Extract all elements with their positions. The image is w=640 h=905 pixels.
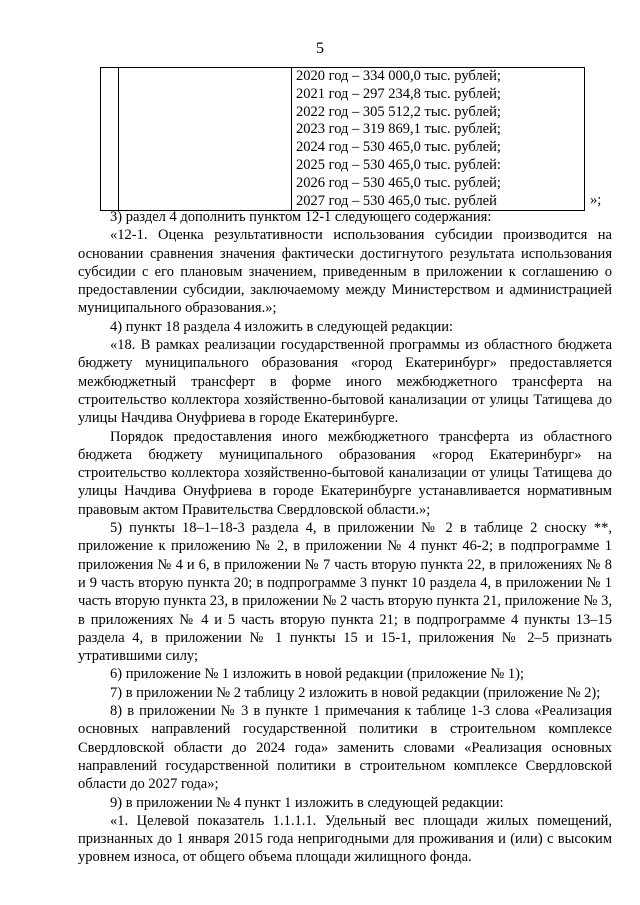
funding-table bbox=[100, 67, 585, 211]
paragraph: 5) пункты 18–1–18-3 раздела 4, в приложении № 2 в таблице 2 сноску **, приложение к приложению № 2, в приложении № 4 пункт 46-2; в подпрограмме 1 приложения № 4 и 6, в приложении № 7 часть вторую пункта 22, в приложениях № 8 и 9 часть вторую пункта 20; в подпрограмме 3 пункт 10 раздела 4, в приложении № 1 часть вторую пункта 23, в приложении № 2 часть вторую пункта 21, приложение № 3, в приложениях № 4 и 5 часть вторую пункта 21; в подпрограмме 4 пункты 13–15 раздела 4, в приложении № 1 пункты 15 и 15-1, приложения № 2–5 признать утратившими силу; bbox=[78, 520, 612, 665]
table-cell-years bbox=[292, 68, 585, 211]
paragraph: «1. Целевой показатель 1.1.1.1. Удельный вес площади жилых помещений, признанных до 1 января 2015 года непригодными для проживания и (или) с высоким уровнем износа, от общего объема площади жилищного фонда. bbox=[78, 812, 612, 866]
table-row bbox=[101, 68, 585, 211]
paragraph: 6) приложение № 1 изложить в новой редакции (приложение № 1); bbox=[110, 666, 524, 683]
paragraph: 9) в приложении № 4 пункт 1 изложить в следующей редакции: bbox=[110, 794, 504, 811]
paragraph: 8) в приложении № 3 в пункте 1 примечания к таблице 1-3 слова «Реализация основных направлений государственной политики в строительном комплексе Свердловской области до 2024 года» заменить словами «Реализация основных направлений государственной политики в строительном комплексе Свердловской области до 2027 года»; bbox=[78, 703, 612, 793]
year-line: 2022 год – 305 512,2 тыс. рублей; bbox=[296, 103, 501, 120]
paragraph: Порядок предоставления иного межбюджетного трансферта из областного бюджета бюджету муниципального образования «город Екатеринбург» на строительство коллектора хозяйственно-бытовой канализации от улицы Татищева до улицы Начдива Онуфриева в городе Екатеринбурге устанавливается нормативным правовым актом Правительства Свердловской области.»; bbox=[78, 428, 612, 518]
table-cell-empty bbox=[119, 68, 292, 211]
page-number: 5 bbox=[316, 40, 324, 57]
year-line: 2024 год – 530 465,0 тыс. рублей; bbox=[296, 139, 501, 156]
paragraph: 3) раздел 4 дополнить пунктом 12-1 следующего содержания: bbox=[110, 209, 492, 225]
paragraph: 4) пункт 18 раздела 4 изложить в следующей редакции: bbox=[110, 318, 454, 335]
table-cell-empty bbox=[101, 68, 119, 211]
paragraph: «12-1. Оценка результативности использования субсидии производится на основании сравнения значения фактически достигнутого результата использования субсидии с его плановым значением, приведенным в приложении к соглашению о предоставлении субсидии, заключаемому между Министерством и администрацией муниципального образования.»; bbox=[78, 227, 612, 317]
table-closing-quote: »; bbox=[590, 192, 602, 208]
paragraph: 7) в приложении № 2 таблицу 2 изложить в новой редакции (приложение № 2); bbox=[110, 684, 601, 701]
year-line: 2020 год – 334 000,0 тыс. рублей; bbox=[296, 68, 501, 84]
year-line: 2026 год – 530 465,0 тыс. рублей; bbox=[296, 174, 501, 191]
year-line: 2027 год – 530 465,0 тыс. рублей bbox=[296, 192, 497, 209]
year-line: 2021 год – 297 234,8 тыс. рублей; bbox=[296, 85, 501, 102]
year-line: 2025 год – 530 465,0 тыс. рублей: bbox=[296, 156, 501, 173]
document-body bbox=[78, 208, 612, 867]
paragraph: «18. В рамках реализации государственной программы из областного бюджета бюджету муниципального образования «город Екатеринбург» предоставляется межбюджетный трансферт в форме иного межбюджетного трансферта на строительство коллектора хозяйственно-бытовой канализации от улицы Татищева до улицы Начдива Онуфриева в городе Екатеринбурге. bbox=[78, 337, 612, 427]
year-line: 2023 год – 319 869,1 тыс. рублей; bbox=[296, 121, 501, 138]
